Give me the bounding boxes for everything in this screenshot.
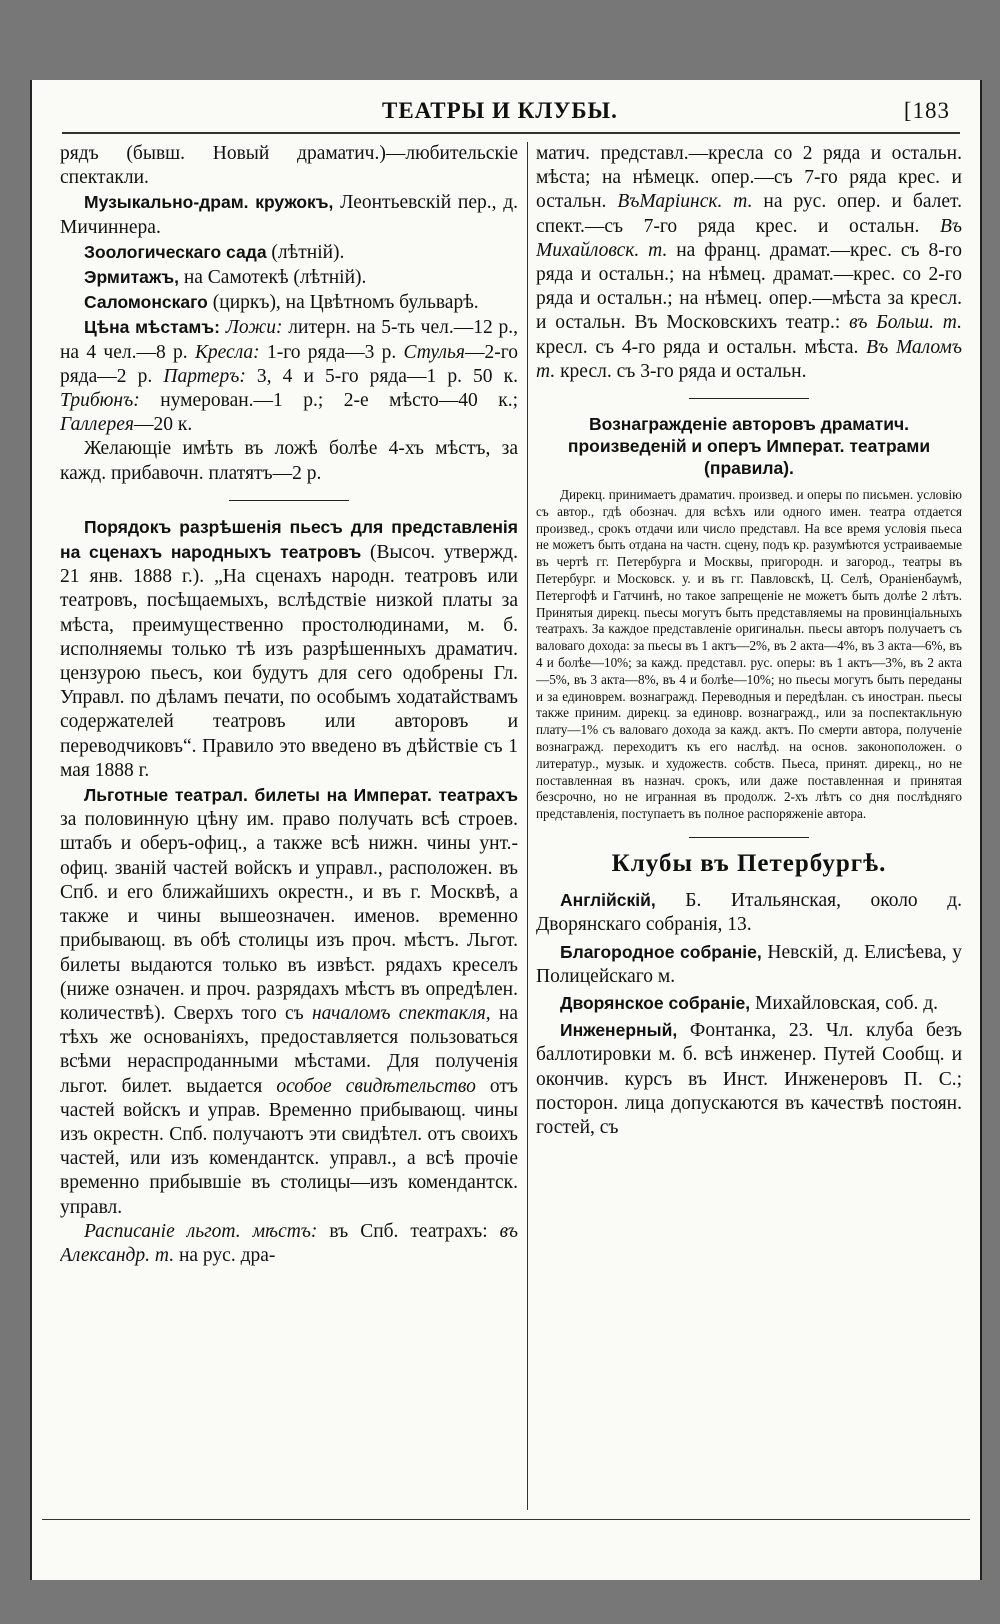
price-text: литерн. на 5-ть чел.—12 р., на 4 чел.—8 р. xyxy=(60,317,518,363)
section-text: кресл. съ 3-го ряда и остальн. xyxy=(555,360,807,382)
emphasis: Въ Маломъ т. xyxy=(536,336,962,382)
emphasis: особое свидѣтельство xyxy=(276,1075,476,1097)
club-entry xyxy=(536,1018,962,1140)
page-heading: ТЕАТРЫ И КЛУБЫ. xyxy=(382,98,618,123)
column-divider xyxy=(527,142,528,1510)
price-text: —2-го ряда—2 р. xyxy=(60,341,518,387)
entry-title: Саломонскаго xyxy=(84,292,208,313)
section-rule xyxy=(689,837,809,838)
emphasis: началомъ спектакля, xyxy=(311,1002,491,1024)
entry-title: Эрмитажъ, xyxy=(84,267,179,288)
section-text: въ Спб. театрахъ: xyxy=(317,1220,500,1242)
paragraph xyxy=(60,1220,518,1268)
club-text: Фонтанка, 23. Чл. клуба безъ баллотировки м. б. всѣ инженер. Путей Сообщ. и окончив. курсъ въ Инст. Инженеровъ П. С.; посторон. лица допускаются въ качествѣ постоян. гостей, съ xyxy=(536,1020,962,1138)
bottom-rule xyxy=(42,1519,970,1520)
page-number: [183 xyxy=(903,98,950,123)
paragraph xyxy=(60,265,518,290)
running-header xyxy=(32,98,980,130)
emphasis: въ Александр. т. xyxy=(60,1220,518,1266)
entry-text: на Самотекѣ (лѣтній). xyxy=(178,267,367,289)
paragraph xyxy=(60,190,518,239)
prices-title: Цѣна мѣстамъ: xyxy=(84,317,220,338)
paragraph: Желающіе имѣть въ ложѣ болѣе 4-хъ мѣстъ, за кажд. прибавочн. платятъ—2 р. xyxy=(60,438,518,484)
section-text: за половинную цѣну им. право получать всѣ строев. штабъ и оберъ-офиц., а также всѣ нижн. чины унт.-офиц. званій частей войскъ и управл., расположен. въ Спб. и его ближайшихъ окрестн., и въ г. Москвѣ, а также и чины вышеозначен. именов. временно прибывающ. въ обѣ столицы изъ проч. мѣстъ. Льгот. билеты выдаются только въ извѣст. рядахъ креселъ (ниже означен. и проч. разрядахъ мѣстъ въ опредѣлен. количествѣ). Сверхъ того съ xyxy=(60,809,518,1024)
section-text: на франц. драмат.—крес. съ 8-го ряда и остальн.; на нѣмец. драмат.—крес. со 2-го ряда и остальн.; на нѣмец. опер.—мѣста за кресл. и остальн. Въ Московскихъ театр.: xyxy=(536,239,962,334)
paragraph xyxy=(60,142,518,190)
entry-text: (лѣтній). xyxy=(266,241,345,263)
clubs-title: Клубы въ Петербургѣ. xyxy=(611,849,887,877)
emphasis: Въ Михайловск. т. xyxy=(536,215,962,261)
section-text: кресл. съ 4-го ряда и остальн. мѣста. xyxy=(536,336,867,358)
entry-text: Леонтьевскій пер., д. Мичиннера. xyxy=(60,192,518,238)
paragraph xyxy=(536,142,962,384)
section-text: (Высоч. утвержд. 21 янв. 1888 г.). „На сценахъ народн. театровъ или театровъ, посѣщаемыхъ, вслѣдствіе низкой платы за мѣста, преимущественно простолюдинами, м. б. исполняемы только тѣ изъ разрѣшенныхъ драматич. цензурою пьесъ, кои будутъ для сего одобрены Гл. Управл. по дѣламъ печати, по особымъ ходатайствамъ содержателей театровъ или авторовъ и переводчиковъ“. Правило это введено въ дѣйствіе съ 1 мая 1888 г. xyxy=(60,542,518,781)
prices-paragraph xyxy=(60,315,518,437)
entry-text: (циркъ), на Цвѣтномъ бульварѣ. xyxy=(207,292,479,314)
price-text: 1-го ряда—3 р. xyxy=(259,341,404,363)
paragraph xyxy=(60,783,518,1220)
right-column xyxy=(536,142,962,1530)
rules-title: Вознагражденіе авторовъ драматич. произведеній и оперъ Императ. театрами (правила). xyxy=(567,414,931,479)
left-column xyxy=(60,142,518,1530)
club-name: Англійскій, xyxy=(560,890,656,911)
seat-type: Трибюнъ: xyxy=(60,390,140,412)
header-rule xyxy=(62,132,960,134)
emphasis: Расписаніе льгот. мѣстъ: xyxy=(84,1220,318,1242)
seat-type: Стулья xyxy=(403,341,465,363)
section-title: Порядокъ разрѣшенія пьесъ для представленія на сценахъ народныхъ театровъ xyxy=(60,516,518,563)
entry-text: рядъ (бывш. Новый драматич.)—любительскіе спектакли. xyxy=(60,143,518,189)
club-name: Дворянское собраніе, xyxy=(560,992,751,1013)
seat-type: Галлерея xyxy=(60,414,134,436)
emphasis: ВъМаріинск. т. xyxy=(617,191,753,213)
paragraph xyxy=(60,240,518,265)
paragraph xyxy=(60,515,518,783)
club-entry xyxy=(536,991,962,1016)
club-text: Невскій, д. Елисѣева, у Полицейскаго м. xyxy=(536,941,962,987)
paragraph xyxy=(60,290,518,315)
section-text: на рус. дра- xyxy=(174,1244,276,1266)
section-rule xyxy=(229,500,349,501)
section-text: на рус. опер. и балет. спект.—съ 7-го ряда крес. и остальн. xyxy=(536,191,962,237)
section-text: на тѣхъ же основаніяхъ, предоставляется пользоваться всѣми нераспроданными мѣстами. Для полученія льгот. билет. выдается xyxy=(60,1002,518,1097)
club-text: Б. Итальянская, около д. Дворянскаго собранія, 13. xyxy=(536,890,962,936)
seat-type: Партеръ: xyxy=(163,365,246,387)
club-entry xyxy=(536,888,962,937)
club-text: Михайловская, соб. д. xyxy=(750,992,939,1014)
section-rule xyxy=(689,398,809,399)
entry-title: Музыкально-драм. кружокъ, xyxy=(84,192,334,213)
rules-body: Дирекц. принимаетъ драматич. произвед. и оперы по письмен. условію съ автор., гдѣ обознач. для всѣхъ или одного имен. театра отдается произвед., срокъ отдачи или число представл. На все время условія пьеса не можетъ быть отдана на частн. сцену, подъ кр. разумѣются устраиваемые въ чертѣ гг. Петербурга и Москвы, пригородн. и загород., театры въ Петербург. и Московск. у. и въ гг. Павловскѣ, Ц. Селѣ, Ораніенбаумѣ, Петергофѣ и Гатчинѣ, но такое запрещеніе не можетъ быть долѣе 2 лѣтъ. Принятыя дирекц. пьесы могутъ быть представляемы на провинціальныхъ театрахъ. За каждое представленіе оригинальн. пьесы авторъ получаетъ съ валоваго дохода: за пьесы въ 1 актъ—2%, въ 2 акта—4%, въ 3 акта—6%, въ 4 и болѣе—10%; за кажд. представл. рус. оперы: въ 1 актъ—3%, въ 2 акта—5%, въ 3 акта—8%, въ 4 и болѣе—10%; но пьесы могутъ быть переданы и за единоврем. вознагражд. Переводныя и передѣлан. съ иностран. пьесы также приним. дирекц. за единовр. вознагражд., или за поспектакльную плату—1% съ валоваго дохода за кажд. актъ. По смерти автора, полученіе вознагражд. переходитъ къ его наслѣд. на основ. законоположен. о литератур., музык. и художеств. собств. Пьеса, принят. дирекц., но не поставленная въ назнач. срокъ, или даже поставленная и принятая безсрочно, но не игранная въ продолж. 2-хъ лѣтъ со дня послѣдняго представленія, поступаетъ въ полное распоряженіе автора. xyxy=(536,487,962,822)
club-entry xyxy=(536,940,962,989)
price-text: 3, 4 и 5-го ряда—1 р. 50 к. xyxy=(245,365,518,387)
seat-type: Кресла: xyxy=(194,341,260,363)
club-name: Инженерный, xyxy=(560,1020,678,1041)
price-text: нумерован.—1 р.; 2-е мѣсто—40 к.; xyxy=(139,390,518,412)
section-text: отъ частей войскъ и управ. Временно прибывающ. чины изъ окрестн. Спб. получаютъ эти свидѣтел. отъ своихъ частей, или изъ комендантск. управл., а всѣ прочіе временно прибывшіе въ столицы—изъ комендантск. управл. xyxy=(60,1075,518,1218)
price-text: —20 к. xyxy=(133,414,193,436)
book-page xyxy=(30,80,982,1580)
entry-title: Зоологическаго сада xyxy=(84,241,267,262)
club-name: Благородное собраніе, xyxy=(560,941,762,962)
section-text: матич. представл.—кресла со 2 ряда и остальн. мѣста; на нѣмецк. опер.—съ 7-го ряда крес. и остальн. xyxy=(536,143,962,213)
seat-type: Ложи: xyxy=(225,317,283,339)
emphasis: въ Больш. т. xyxy=(849,312,962,334)
section-title: Льготные театрал. билеты на Императ. театрахъ xyxy=(84,785,518,806)
